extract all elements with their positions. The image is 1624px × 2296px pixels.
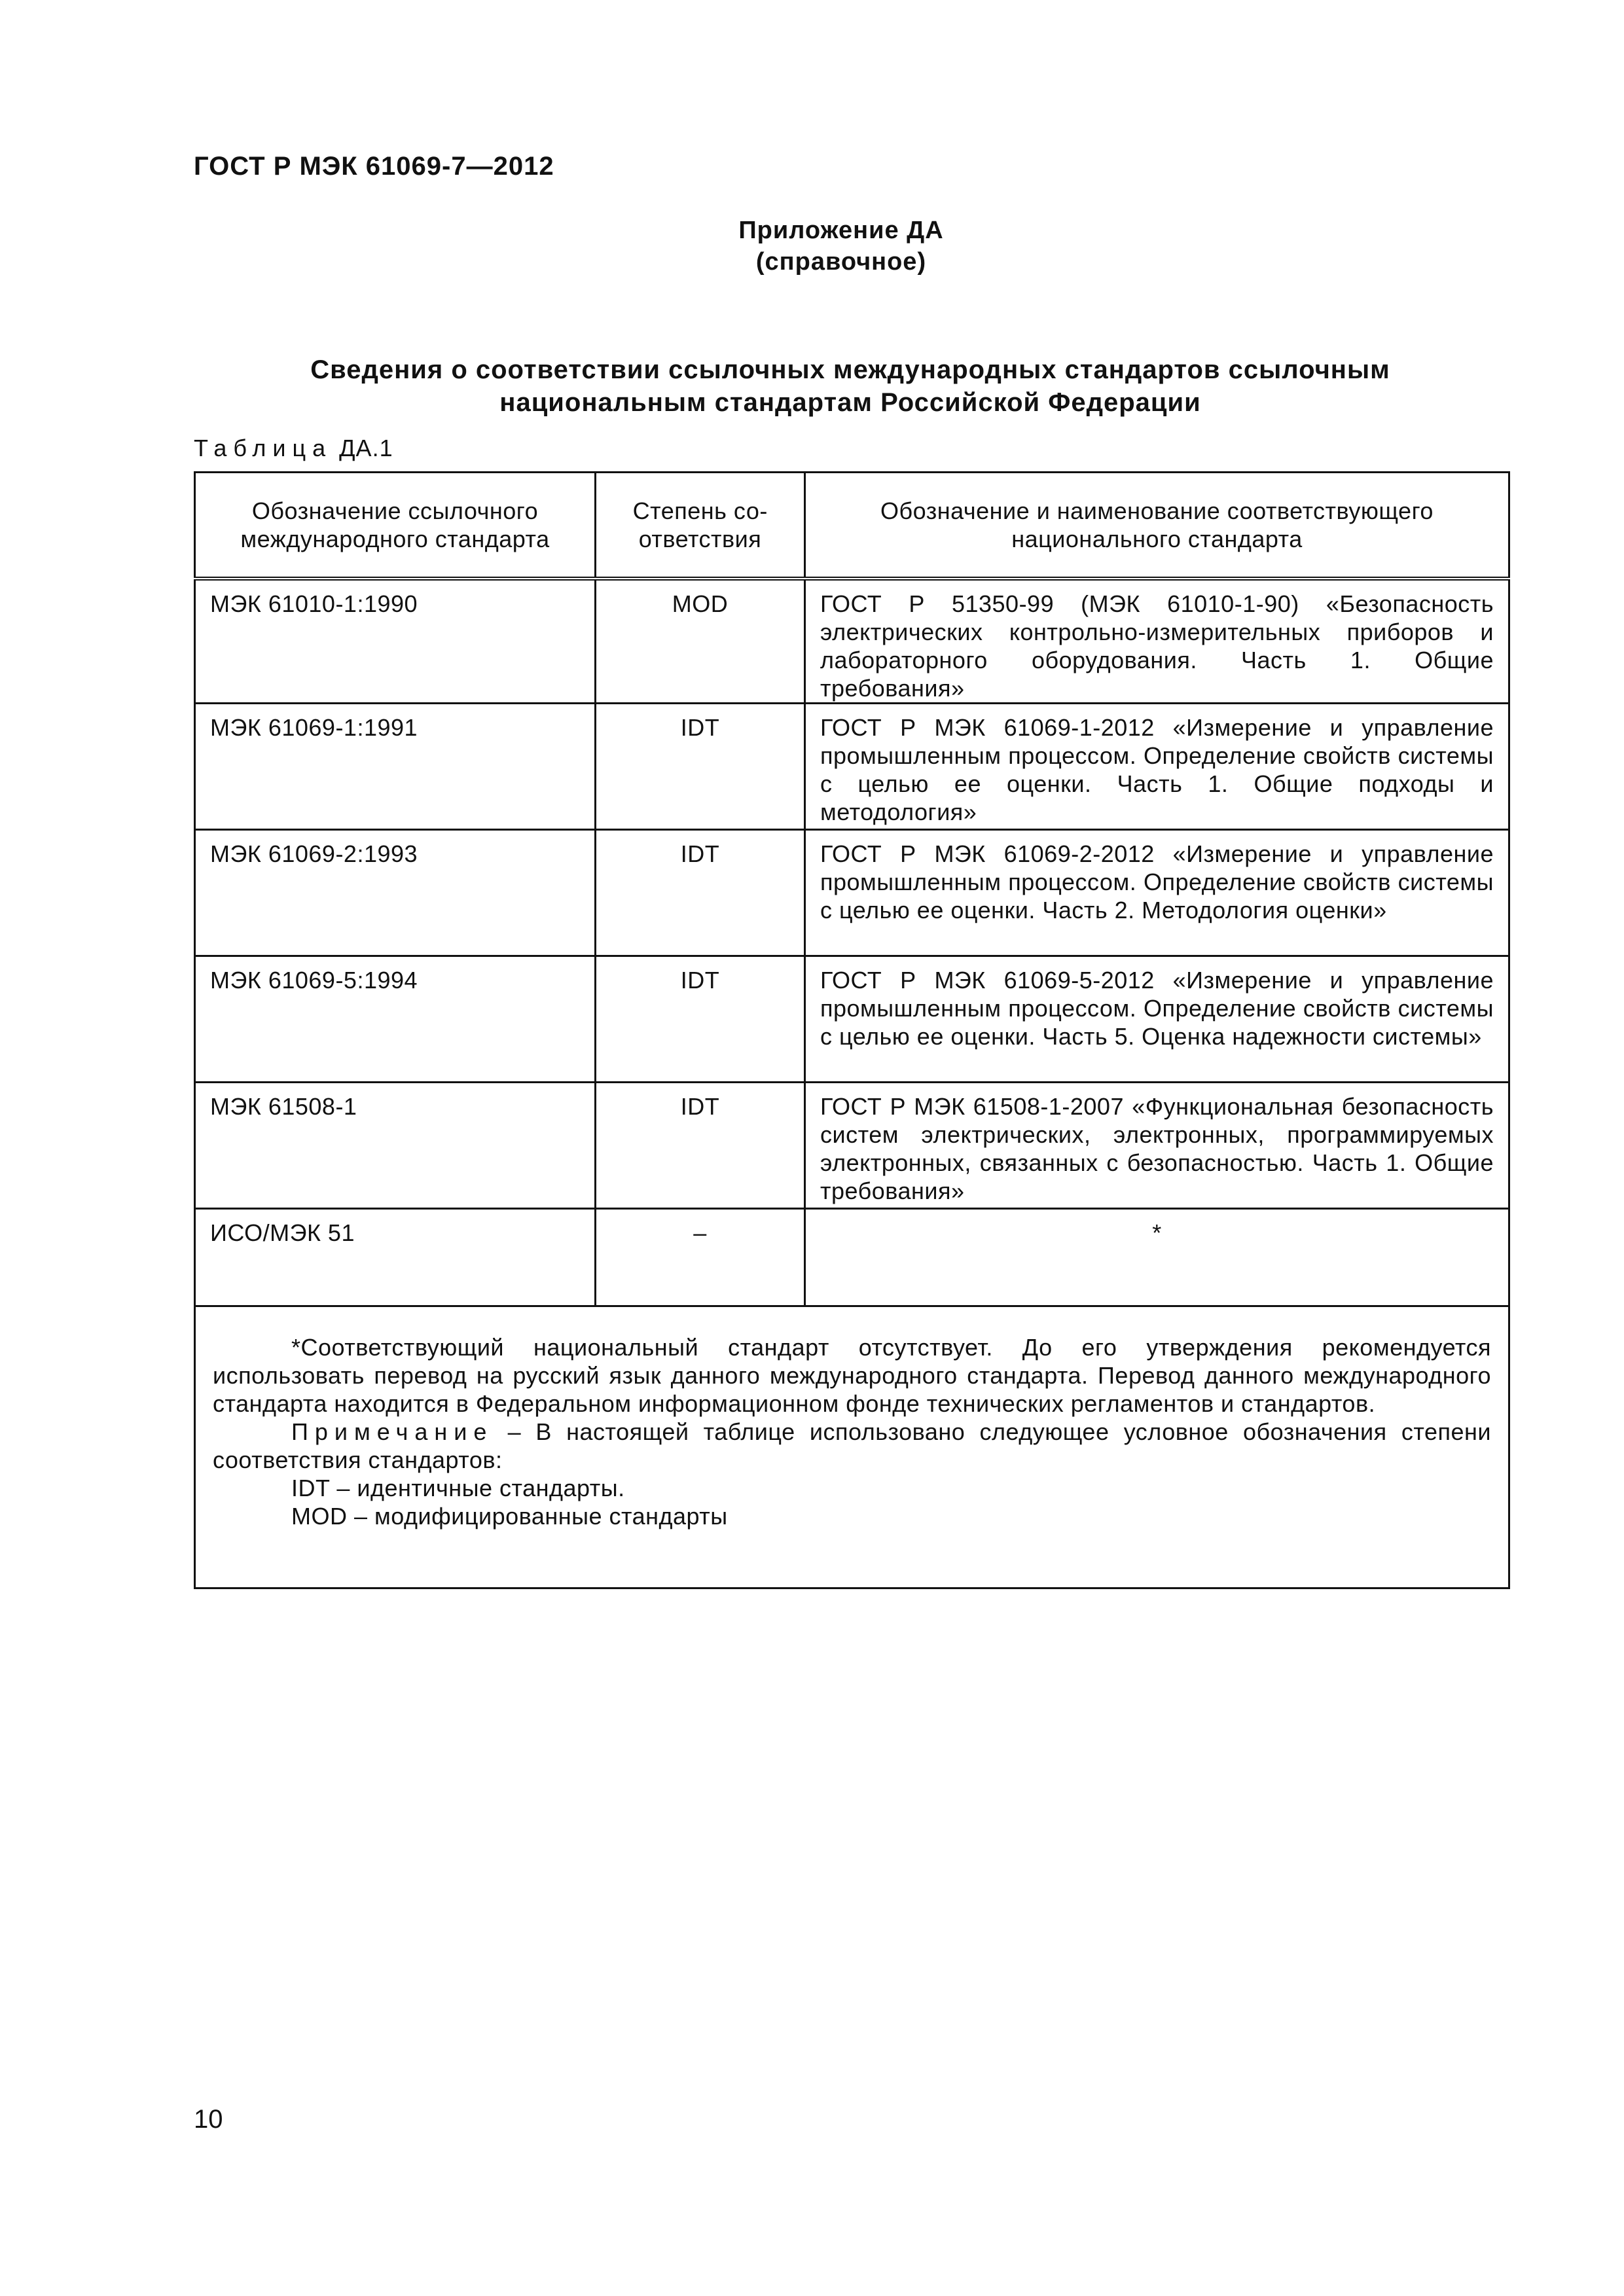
annex-title: Приложение ДА (738, 217, 944, 244)
cell-international: МЭК 61069-1:1991 (195, 704, 596, 830)
column-header-national: Обозначение и наименование соответствующего национального стандарта (805, 473, 1509, 579)
document-code: ГОСТ Р МЭК 61069-7—2012 (194, 152, 554, 181)
note-text: – В настоящей таблице использовано следующее условное обозначения степени соответствия стандартов: (213, 1418, 1491, 1473)
table-header-row (195, 473, 1509, 579)
table-notes (195, 1306, 1509, 1588)
annex-subtitle: (справочное) (755, 248, 927, 276)
cell-degree: IDT (596, 956, 805, 1083)
note (213, 1418, 1491, 1474)
correspondence-table (194, 471, 1510, 1589)
legend-mod: MOD – модифицированные стандарты (291, 1503, 728, 1530)
table-row (195, 1209, 1509, 1306)
table-row (195, 1083, 1509, 1209)
cell-degree: IDT (596, 830, 805, 956)
section-title: Сведения о соответствии ссылочных международных стандартов ссылочным национальным стандартам Российской Федерации (310, 355, 1390, 417)
footnote: *Соответствующий национальный стандарт отсутствует. До его утверждения рекомендуется использовать перевод на русский язык данного международного стандарта. Перевод данного международного стандарта находится в Федеральном информационном фонде технических регламентов и стандартов. (213, 1334, 1491, 1417)
cell-national: ГОСТ Р 51350-99 (МЭК 61010-1-90) «Безопасность электрических контрольно-измерительных приборов и лабораторного оборудования. Часть 1. Общие требования» (805, 579, 1509, 704)
cell-national: ГОСТ Р МЭК 61508-1-2007 «Функциональная безопасность систем электрических, электронных, программируемых электронных, связанных с безопасностью. Часть 1. Общие требования» (805, 1083, 1509, 1209)
table-caption-prefix: Таблица (194, 435, 333, 461)
cell-national: * (805, 1209, 1509, 1306)
cell-national: ГОСТ Р МЭК 61069-2-2012 «Измерение и управление промышленным процессом. Определение свойств системы с целью ее оценки. Часть 2. Методология оценки» (805, 830, 1509, 956)
cell-degree: MOD (596, 579, 805, 704)
column-header-degree: Степень соответствия (596, 473, 805, 579)
cell-international: ИСО/МЭК 51 (195, 1209, 596, 1306)
cell-national: ГОСТ Р МЭК 61069-5-2012 «Измерение и управление промышленным процессом. Определение свойств системы с целью ее оценки. Часть 5. Оценка надежности системы» (805, 956, 1509, 1083)
cell-international: МЭК 61069-2:1993 (195, 830, 596, 956)
column-header-international: Обозначение ссылочного международного стандарта (195, 473, 596, 579)
cell-international: МЭК 61010-1:1990 (195, 579, 596, 704)
page-number: 10 (194, 2105, 223, 2134)
table-row (195, 579, 1509, 704)
cell-international: МЭК 61069-5:1994 (195, 956, 596, 1083)
table-notes-row (195, 1306, 1509, 1588)
table-row (195, 704, 1509, 830)
table-row (195, 956, 1509, 1083)
table-row (195, 830, 1509, 956)
cell-degree: IDT (596, 704, 805, 830)
cell-national: ГОСТ Р МЭК 61069-1-2012 «Измерение и управление промышленным процессом. Определение свойств системы с целью ее оценки. Часть 1. Общие подходы и методология» (805, 704, 1509, 830)
legend-idt: IDT – идентичные стандарты. (291, 1475, 625, 1501)
annex-heading (0, 215, 1624, 278)
table-caption-number: ДА.1 (339, 435, 393, 461)
table-caption (194, 435, 393, 462)
cell-degree: IDT (596, 1083, 805, 1209)
cell-degree: – (596, 1209, 805, 1306)
note-label: Примечание (291, 1418, 494, 1445)
cell-international: МЭК 61508-1 (195, 1083, 596, 1209)
